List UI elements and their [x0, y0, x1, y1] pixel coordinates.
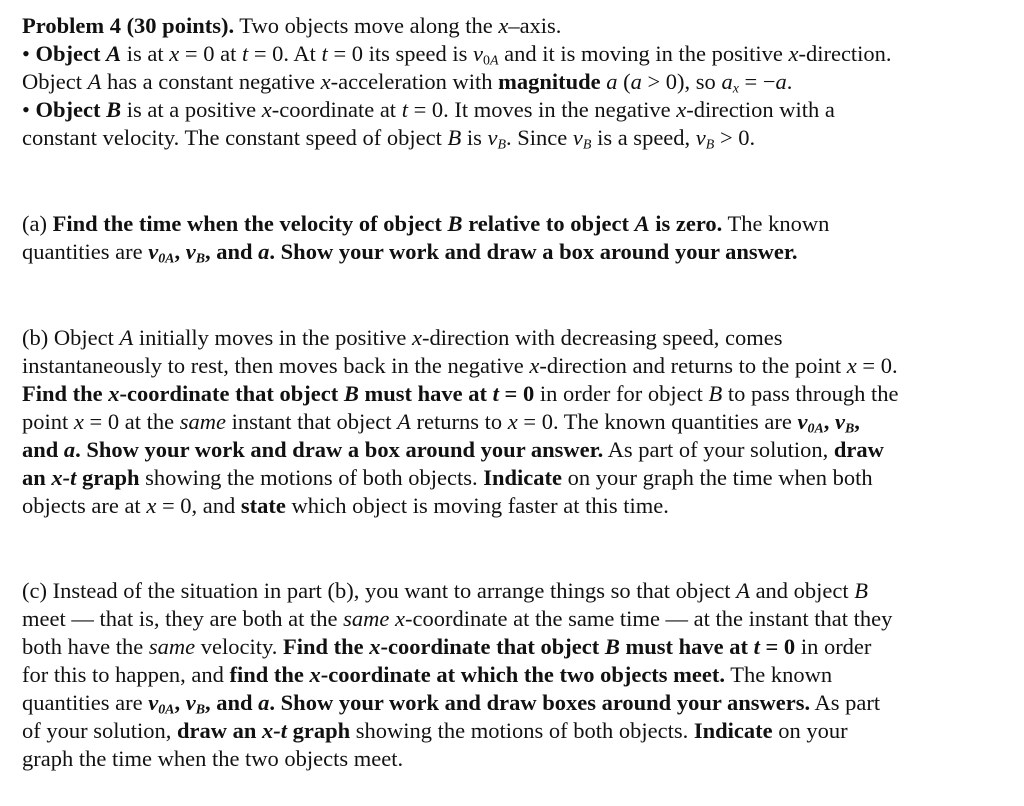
part-a-line-1: (a) Find the time when the velocity of object B relative to object A is zero. The known: [22, 211, 830, 236]
part-a-line-2: quantities are $v_{0A}$, $v_B$, and a. Show your work and draw a box around your answer.: [22, 239, 798, 267]
part-b-line-3: Find the x-coordinate that object B must have at t = 0 in order for object B to pass through the: [22, 381, 899, 406]
part-b-line-4: point x = 0 at the same instant that object A returns to x = 0. The known quantities are $v_{0A}$, $v_B$,: [22, 409, 860, 437]
problem-intro: [22, 12, 1007, 152]
part-b-line-7: objects are at x = 0, and state which object is moving faster at this time.: [22, 493, 669, 518]
intro-line-3: Object A has a constant negative x-acceleration with magnitude a (a > 0), so $a_x = -a$.: [22, 69, 793, 97]
part-c-line-1: (c) Instead of the situation in part (b), you want to arrange things so that object A and object B: [22, 578, 869, 603]
part-b-line-1: (b) Object A initially moves in the positive x-direction with decreasing speed, comes: [22, 325, 783, 350]
part-c-line-5: quantities are $v_{0A}$, $v_B$, and a. Show your work and draw boxes around your answers. As part: [22, 690, 881, 718]
part-c-line-4: for this to happen, and find the x-coordinate at which the two objects meet. The known: [22, 662, 833, 687]
part-c-line-2: meet — that is, they are both at the same x-coordinate at the same time — at the instant that they: [22, 606, 893, 631]
part-a: [22, 210, 1007, 266]
problem-label: Problem 4 (30 points).: [22, 13, 235, 38]
part-b-line-6: an x-t graph showing the motions of both objects. Indicate on your graph the time when both: [22, 465, 873, 490]
intro-line-5: constant velocity. The constant speed of object B is $v_B$. Since $v_B$ is a speed, $v_B > 0$.: [22, 125, 756, 153]
intro-line-4: • Object B is at a positive x-coordinate at t = 0. It moves in the negative x-direction with a: [22, 97, 835, 122]
part-c-line-7: graph the time when the two objects meet.: [22, 746, 404, 771]
part-c-line-6: of your solution, draw an x-t graph showing the motions of both objects. Indicate on your: [22, 718, 848, 743]
part-b-line-5: and a. Show your work and draw a box around your answer. As part of your solution, draw: [22, 437, 884, 462]
intro-line-1: Problem 4 (30 points). Two objects move along the x–axis.: [22, 13, 562, 38]
part-b: [22, 324, 1007, 520]
part-c: [22, 577, 1007, 773]
part-c-line-3: both have the same velocity. Find the x-coordinate that object B must have at t = 0 in order: [22, 634, 872, 659]
part-b-line-2: instantaneously to rest, then moves back in the negative x-direction and returns to the point x = 0.: [22, 353, 898, 378]
intro-line-2: • Object A is at x = 0 at t = 0. At t = 0 its speed is $v_{0A}$ and it is moving in the positive x-direction.: [22, 41, 892, 69]
